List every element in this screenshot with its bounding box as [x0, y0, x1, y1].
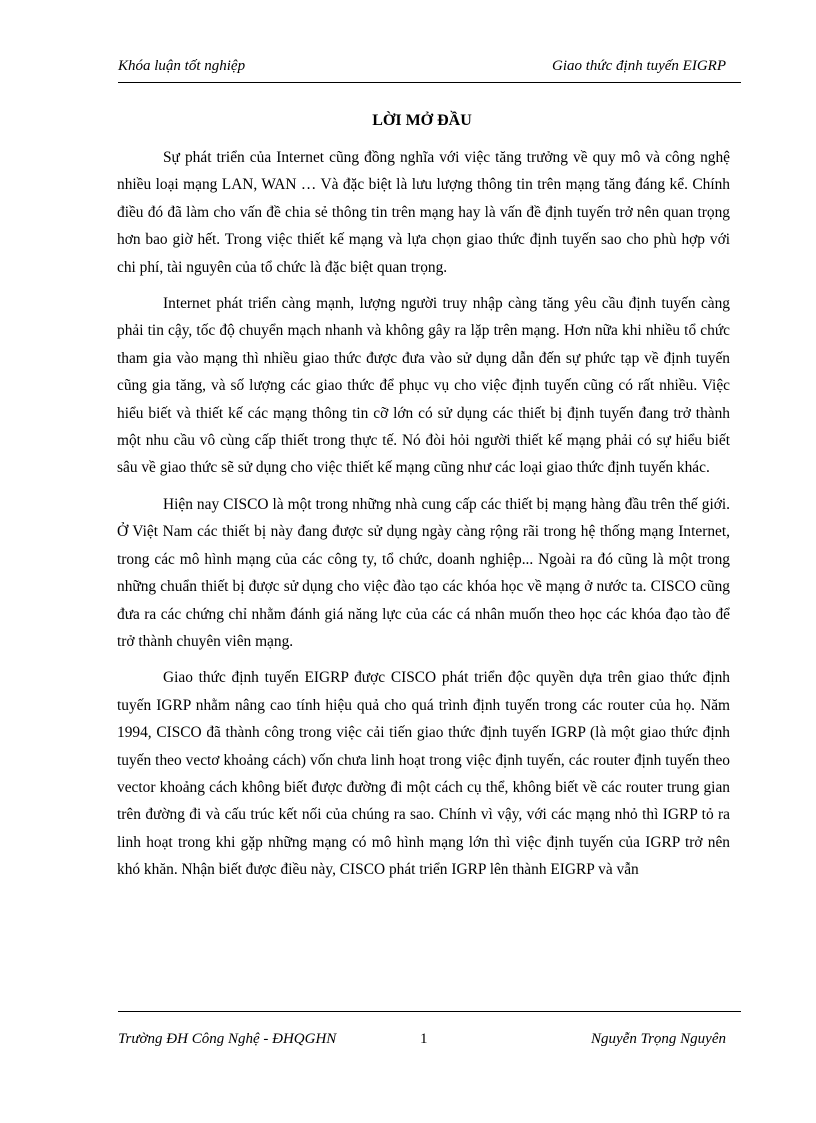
header-divider [118, 82, 741, 83]
paragraph-1: Sự phát triển của Internet cũng đồng nghĩa với việc tăng trưởng về quy mô và công nghệ nhiều loại mạng LAN, WAN … Và đặc biệt là lưu lượng thông tin trên mạng tăng đáng kể. Chính điều đó đã làm cho vấn đề chia sẻ thông tin trên mạng hay là vấn đề định tuyến trở nên quan trọng hơn bao giờ hết. Trong việc thiết kế mạng và lựa chọn giao thức định tuyến sao cho phù hợp với chi phí, tài nguyên của tổ chức là đặc biệt quan trọng. [117, 149, 730, 276]
paragraph-4: Giao thức định tuyến EIGRP được CISCO phát triển độc quyền dựa trên giao thức định tuyến IGRP nhằm nâng cao tính hiệu quả cho quá trình định tuyến trong các router của họ. Năm 1994, CISCO đã thành công trong việc cải tiến giao thức định tuyến IGRP (là một giao thức định tuyến theo vectơ khoảng cách) vốn chưa linh hoạt trong việc định tuyến, các router định tuyến theo vector khoảng cách không biết được đường đi một cách cụ thể, không biết về các router trung gian trên đường đi và cấu trúc kết nối của chúng ra sao. Chính vì vậy, với các mạng nhỏ thì IGRP tỏ ra linh hoạt trong khi gặp những mạng có mô hình mạng lớn thì việc định tuyến của IGRP trở nên khó khăn. Nhận biết được điều này, CISCO phát triển IGRP lên thành EIGRP và vẫn [117, 669, 730, 879]
paragraph-2: Internet phát triển càng mạnh, lượng người truy nhập càng tăng yêu cầu định tuyến càng phải tin cậy, tốc độ chuyển mạch nhanh và không gây ra lặp trên mạng. Hơn nữa khi nhiều tổ chức tham gia vào mạng thì nhiều giao thức được đưa vào sử dụng dẫn đến sự phức tạp về định tuyến cũng gia tăng, và số lượng các giao thức để phục vụ cho việc định tuyến cũng có rất nhiều. Việc hiểu biết và thiết kế các mạng thông tin cỡ lớn có sử dụng các thiết bị định tuyến đang trở thành một nhu cầu vô cùng cấp thiết trong thực tế. Nó đòi hỏi người thiết kế mạng phải có sự hiểu biết sâu về giao thức sẽ sử dụng cho việc thiết kế mạng cũng như các loại giao thức định tuyến khác. [117, 295, 730, 477]
body-text [117, 144, 730, 893]
footer-divider [118, 1011, 741, 1012]
paragraph-3: Hiện nay CISCO là một trong những nhà cung cấp các thiết bị mạng hàng đầu trên thế giới. Ở Việt Nam các thiết bị này đang được sử dụng ngày càng rộng rãi trong hệ thống mạng Internet, trong các mô hình mạng của các công ty, tổ chức, doanh nghiệp... Ngoài ra đó cũng là một trong những chuẩn thiết bị được sử dụng cho việc đào tạo các khóa học về mạng ở nước ta. CISCO cũng đưa ra các chứng chỉ nhằm đánh giá năng lực của các cá nhân muốn theo học các khóa đạo tào để trở thành chuyên viên mạng. [117, 495, 730, 650]
page-number: 1 [420, 1031, 428, 1047]
header-document-type: Khóa luận tốt nghiệp [118, 58, 246, 74]
page-title: LỜI MỞ ĐẦU [372, 112, 472, 129]
footer-institution: Trường ĐH Công Nghệ - ĐHQGHN [118, 1031, 337, 1047]
footer-author: Nguyễn Trọng Nguyên [591, 1031, 726, 1047]
header-document-subject: Giao thức định tuyến EIGRP [552, 58, 726, 74]
page-header [118, 58, 726, 78]
page-footer [118, 1031, 726, 1053]
